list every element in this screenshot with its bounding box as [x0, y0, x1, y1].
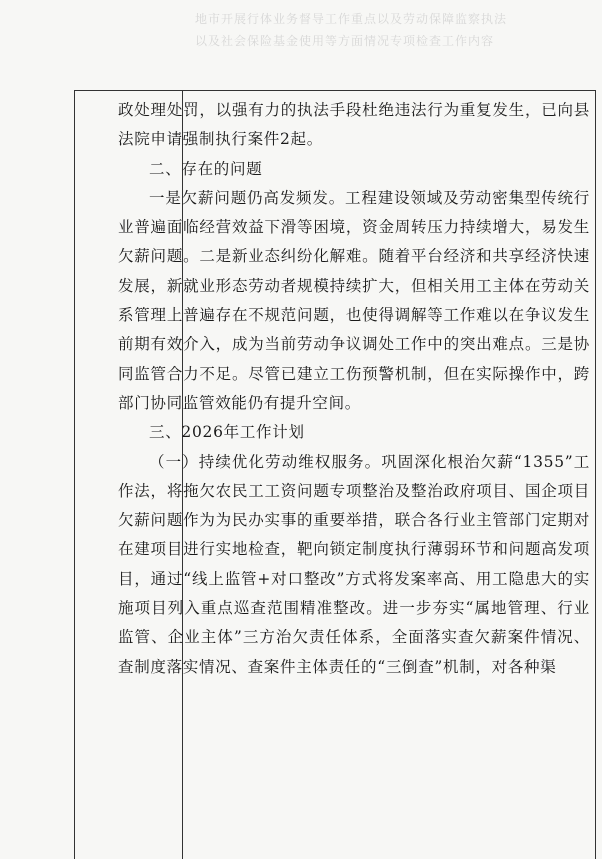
paragraph-plan: （一）持续优化劳动维权服务。巩固深化根治欠薪“1355”工作法，将拖欠农民工工资问题专项整治及整治政府项目、国企项目欠薪问题作为为民办实事的重要举措，联合各行业主管部门定期对在建项目进行实地检查，靶向锁定制度执行薄弱环节和问题高发项目，通过“线上监管+对口整改”方式将发案率高、用工隐患大的实施项目列入重点巡查范围精准整改。进一步夯实“属地管理、行业监管、企业主体”三方治欠责任体系，全面落实查欠薪案件情况、查制度落实情况、查案件主体责任的“三倒查”机制，对各种渠 — [118, 452, 590, 676]
bleed-through-text — [195, 8, 595, 58]
paragraph-continuation: 政处理处罚，以强有力的执法手段杜绝违法行为重复发生，已向县法院申请强制执行案件2起。 — [118, 101, 590, 149]
bleed-line-2: 以及社会保险基金使用等方面情况专项检查工作内容 — [195, 34, 495, 48]
section-heading-plan: 三、2026年工作计划 — [149, 423, 305, 442]
paragraph-problems: 一是欠薪问题仍高发频发。工程建设领域及劳动密集型传统行业普遍面临经营效益下滑等困境，资金周转压力持续增大，易发生欠薪问题。二是新业态纠纷化解难。随着平台经济和共享经济快速发展，新就业形态劳动者规模持续扩大，但相关用工主体在劳动关系管理上普遍存在不规范问题，也使得调解等工作难以在争议发生前期有效介入，成为当前劳动争议调处工作中的突出难点。三是协同监管合力不足。尽管已建立工伤预警机制，但在实际操作中，跨部门协同监管效能仍有提升空间。 — [118, 188, 590, 412]
document-body — [118, 96, 590, 682]
section-heading-problems: 二、存在的问题 — [149, 159, 263, 178]
bleed-line-1: 地市开展行体业务督导工作重点以及劳动保障监察执法 — [195, 12, 508, 26]
